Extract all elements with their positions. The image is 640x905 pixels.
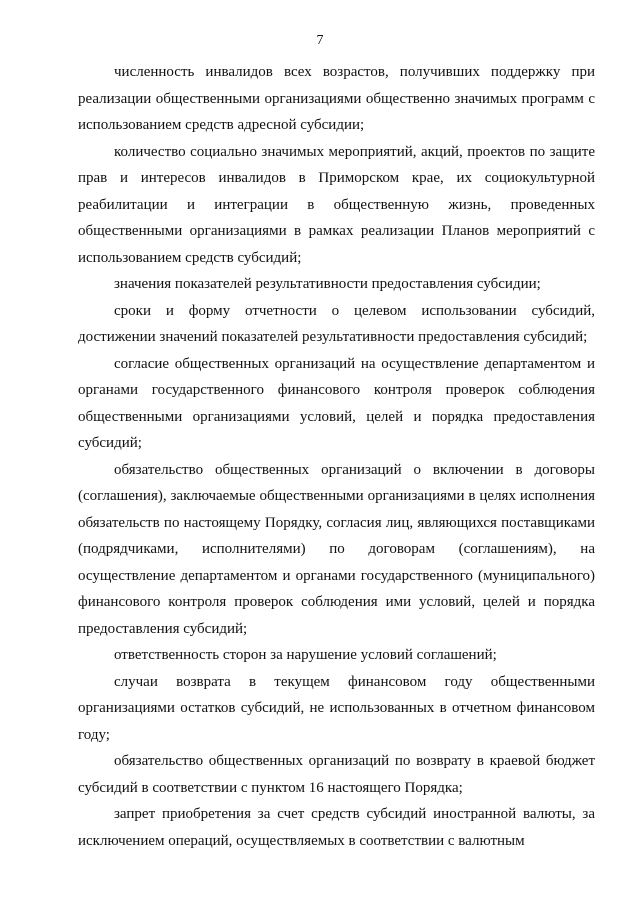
paragraph-disabled-persons-count: численность инвалидов всех возрастов, получивших поддержку при реализации общественными организациями общественно значимых программ с использованием средств адресной субсидии;	[78, 64, 595, 133]
paragraph-performance-indicators: значения показателей результативности предоставления субсидии;	[114, 276, 541, 292]
paragraph-liability: ответственность сторон за нарушение условий соглашений;	[114, 647, 497, 663]
paragraph-currency-prohibition: запрет приобретения за счет средств субсидий иностранной валюты, за исключением операций, осуществляемых в соответствии с валютным	[78, 806, 595, 849]
page-number: 7	[316, 33, 324, 48]
paragraph-consent-to-audits: согласие общественных организаций на осуществление департаментом и органами государственного финансового контроля проверок соблюдения общественными организациями условий, целей и порядка предоставления субсидий;	[78, 355, 595, 451]
paragraph-contract-obligations: обязательство общественных организаций о включении в договоры (соглашения), заключаемые общественными организациями в целях исполнения обязательств по настоящему Порядку, согласия лиц, являющихся поставщиками (подрядчиками, исполнителями) по договорам (соглашениям), на осуществление департаментом и органами государственного (муниципального) финансового контроля проверок соблюдения ими условий, целей и порядка предоставления субсидий;	[78, 461, 595, 637]
document-body	[78, 59, 595, 854]
paragraph-reporting-terms: сроки и форму отчетности о целевом использовании субсидий, достижении значений показателей результативности предоставления субсидий;	[78, 302, 595, 345]
paragraph-refund-obligation: обязательство общественных организаций по возврату в краевой бюджет субсидий в соответствии с пунктом 16 настоящего Порядка;	[78, 753, 595, 796]
paragraph-events-count: количество социально значимых мероприятий, акций, проектов по защите прав и интересов инвалидов в Приморском крае, их социокультурной реабилитации и интеграции в общественную жизнь, проведенных общественными организациями в рамках реализации Планов мероприятий с использованием средств субсидий;	[78, 143, 595, 266]
paragraph-refund-cases: случаи возврата в текущем финансовом году общественными организациями остатков субсидий, не использованных в отчетном финансовом году;	[78, 673, 595, 743]
